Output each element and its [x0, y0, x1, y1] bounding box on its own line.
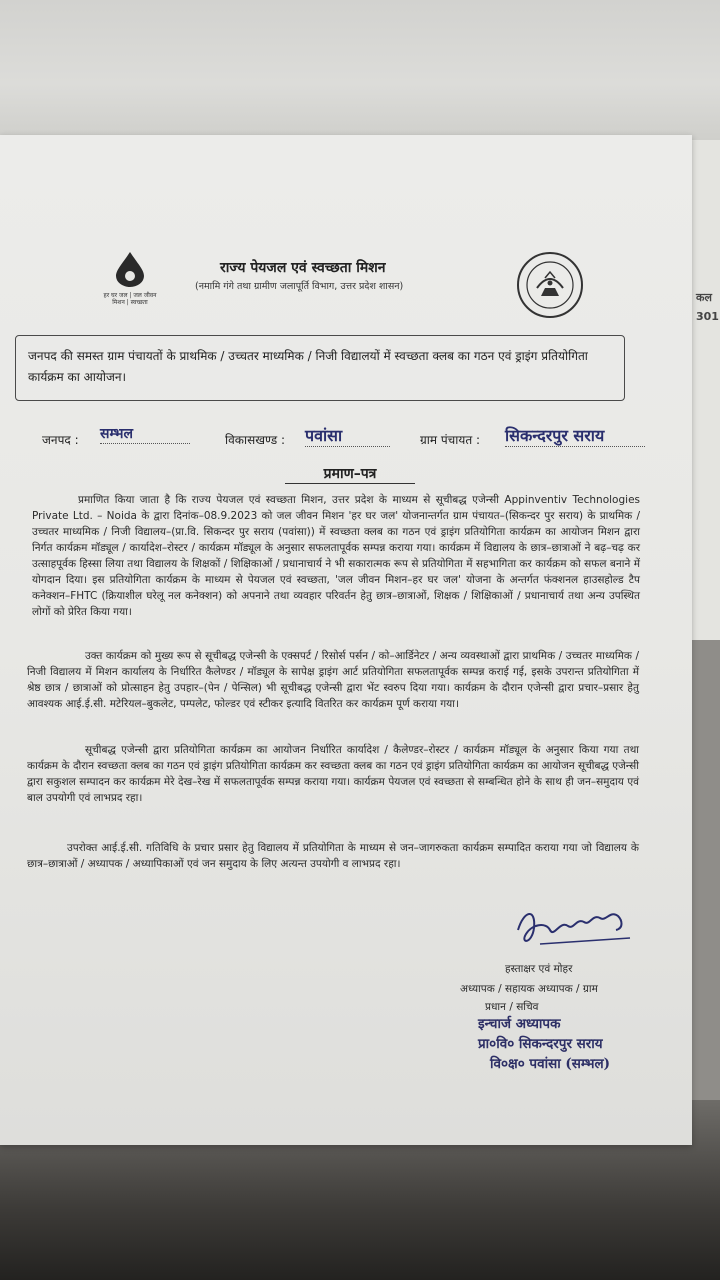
certificate-title: प्रमाण–पत्र — [285, 464, 415, 484]
certificate-paragraph-3: सूचीबद्ध एजेन्सी द्वारा प्रतियोगिता कार्यक्रम का आयोजन निर्धारित कार्यादेश / कैलेण्डर–रोस्टर / कार्यक्रम मॉड्यूल के अनुसार किया गया तथा कार्यक्रम के दौरान स्वच्छता क्लब का गठन एवं ड्राइंग प्रतियोगिता कार्यक्रम कर स्वच्छता क्लब का गठन एवं ड्राइंग प्रतियोगिता कार्यक्रम का आयोजन सूचीबद्ध एजेन्सी द्वारा सकुशल सम्पादन कर कार्यक्रम मेरे देख–रेख में सफलतापूर्वक सम्पन्न कराया गया। कार्यक्रम पेयजल एवं स्वच्छता से सम्बन्धित होने के साथ ही जन–समुदाय एवं बाल उपयोगी एवं लाभप्रद रहा। — [27, 744, 639, 804]
jal-jeevan-logo — [100, 250, 160, 306]
government-seal — [515, 250, 585, 320]
adjacent-sheet — [690, 140, 720, 640]
background-surface-top — [0, 0, 720, 140]
signature-label: हस्ताक्षर एवं मोहर — [505, 963, 573, 975]
adjacent-sheet-text: 301 — [696, 310, 719, 323]
department-subtitle: (नमामि गंगे तथा ग्रामीण जलापूर्ति विभाग, उत्तर प्रदेश शासन) — [195, 281, 404, 292]
certificate-paragraph-1: प्रमाणित किया जाता है कि राज्य पेयजल एवं स्वच्छता मिशन, उत्तर प्रदेश के माध्यम से सूचीबद्ध एजेन्सी Appinventiv Technologies Private Ltd. – Noida के द्वारा दिनांक–08.9.2023 को जल जीवन मिशन 'हर घर जल' योजनान्तर्गत ग्राम पंचायत–(सिकन्दर पुर सराय) के प्राथमिक / उच्चतर माध्यमिक / निजी विद्यालय–(प्रा.वि. सिकन्दर पुर सराय (पवांसा)) में स्वच्छता क्लब का गठन एवं ड्राइंग प्रतियोगिता कार्यक्रम का आयोजन मिशन द्वारा निर्गत कार्यक्रम मॉड्यूल / कार्यादेश–रोस्टर / कार्यक्रम मॉड्यूल के अनुसार सफलतापूर्वक सम्पन्न कराया गया। कार्यक्रम में विद्यालय के छात्र–छात्राओं ने बढ़–चढ़ कर उत्साहपूर्वक हिस्सा लिया तथा विद्यालय के शिक्षकों / शिक्षिकाओं / प्रधानाचार्य ने भी सकारात्मक रूप से प्रतियोगिता में सहभागिता कर कार्यक्रम को सफल बनाने में योगदान दिया। इस प्रतियोगिता कार्यक्रम के माध्यम से पेयजल एवं स्वच्छता, 'जल जीवन मिशन–हर घर जल' योजना के अन्तर्गत फंक्शनल हाउसहोल्ड टैप कनेक्शन–FHTC (क्रियाशील घरेलू नल कनेक्शन) को अपनाने तथा व्यवहार परिवर्तन हेतु छात्र–छात्राओं, शिक्षक / शिक्षिकाओं / प्रधानाचार्य तथा अन्य उपस्थित लोगों को प्रेरित किया गया। — [32, 494, 640, 618]
stamp-block: वि०क्ष० पवांसा (सम्भल) — [490, 1056, 611, 1072]
certificate-paragraph-2: उक्त कार्यक्रम को मुख्य रूप से सूचीबद्ध एजेन्सी के एक्सपर्ट / रिसोर्स पर्सन / को–आर्डिनेटर / अन्य व्यवस्थाओं द्वारा प्राथमिक / उच्चतर माध्यमिक / निजी विद्यालय में मिशन कार्यालय के निर्धारित कैलेण्डर / मॉड्यूल के सापेक्ष ड्राइंग आर्ट प्रतियोगिता सफलतापूर्वक सम्पन्न कराई गई, इसके उपरान्त प्रतियोगिता में श्रेष्ठ छात्र / छात्राओं को प्रोत्साहन हेतु उपहार–(पेन / पेन्सिल) भी सूचीबद्ध एजेन्सी द्वारा भेंट स्वरुप दिया गया। कार्यक्रम के दौरान एजेन्सी द्वारा प्रचार–प्रसार हेतु आवश्यक आई.ई.सी. मटेरियल–बुकलेट, पम्पलेट, फोल्डर एवं स्टीकर इत्यादि वितरित कर कार्यक्रम पूर्ण कराया गया। — [27, 650, 639, 710]
panchayat-value: सिकन्दरपुर सराय — [505, 424, 645, 447]
district-value: सम्भल — [100, 424, 190, 444]
adjacent-sheet-text: कल — [696, 291, 712, 304]
stamp-school: प्रा०वि० सिकन्दरपुर सराय — [478, 1036, 603, 1052]
district-label: जनपद : — [42, 433, 79, 447]
stamp-designation: इन्चार्ज अध्यापक — [478, 1016, 561, 1032]
certificate-paragraph-4: उपरोक्त आई.ई.सी. गतिविधि के प्रचार प्रसार हेतु विद्यालय में प्रतियोगिता के माध्यम से जन–जागरुकता कार्यक्रम सम्पादित कराया गया जो विद्यालय के छात्र–छात्राओं / अध्यापक / अध्यापिकाओं एवं जन समुदाय के लिए अत्यन्त उपयोगी व लाभप्रद रहा। — [27, 842, 639, 870]
block-value: पवांसा — [305, 424, 390, 447]
seal-emblem-icon — [515, 250, 585, 320]
handwritten-signature — [510, 900, 640, 950]
panchayat-label: ग्राम पंचायत : — [420, 433, 481, 447]
department-title: राज्य पेयजल एवं स्वच्छता मिशन — [220, 260, 386, 276]
logo-caption: हर घर जल | जल जीवन मिशन | स्वच्छता — [103, 292, 157, 306]
water-drop-icon — [110, 250, 150, 288]
subject-box: जनपद की समस्त ग्राम पंचायतों के प्राथमिक / उच्चतर माध्यमिक / निजी विद्यालयों में स्वच्छता क्लब का गठन एवं ड्राइंग प्रतियोगिता कार्यक्रम का आयोजन। — [15, 335, 625, 401]
block-label: विकासखण्ड : — [225, 433, 286, 447]
signature-designation-2: प्रधान / सचिव — [485, 1001, 539, 1013]
signature-designation: अध्यापक / सहायक अध्यापक / ग्राम — [460, 983, 598, 995]
